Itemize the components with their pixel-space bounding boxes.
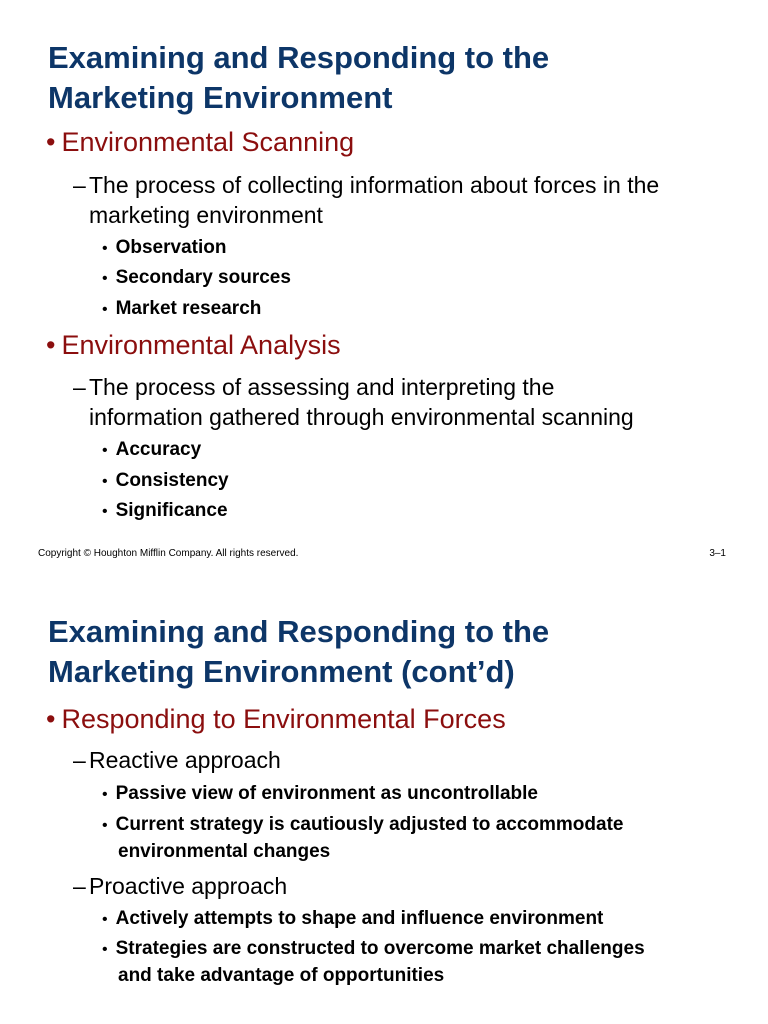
list-item: • Passive view of environment as uncontrollable — [102, 783, 538, 804]
bullet-icon: • — [102, 941, 108, 958]
title-line-1: Examining and Responding to the — [48, 614, 550, 649]
list-item: • Strategies are constructed to overcome market challenges and take advantage of opportunities — [102, 938, 645, 986]
slide-title — [48, 38, 549, 118]
bullet-icon: • — [46, 704, 56, 734]
list-item: • Market research — [102, 298, 262, 319]
page-number: 3–1 — [709, 548, 726, 559]
bullet-icon: • — [102, 817, 108, 834]
list-item: • Observation — [102, 237, 227, 258]
bullet-icon: • — [102, 301, 108, 318]
title-line-1: Examining and Responding to the — [48, 40, 550, 75]
bullet-icon: • — [102, 270, 108, 287]
list-item: • Secondary sources — [102, 267, 291, 288]
list-item: • Consistency — [102, 470, 229, 491]
bullet-icon: • — [46, 127, 56, 157]
dash-icon: – — [73, 374, 86, 400]
bullet-icon: • — [102, 911, 108, 928]
heading-responding: • Responding to Environmental Forces — [46, 704, 506, 734]
bullet-icon: • — [102, 786, 108, 803]
scanning-description: – The process of collecting information about forces in the marketing environment — [73, 172, 660, 228]
reactive-approach: – Reactive approach — [73, 747, 281, 773]
list-item: • Actively attempts to shape and influence environment — [102, 908, 604, 929]
bullet-icon: • — [46, 330, 56, 360]
slide-title — [48, 612, 549, 692]
heading-environmental-scanning: • Environmental Scanning — [46, 127, 355, 157]
dash-icon: – — [73, 172, 86, 198]
list-item: • Current strategy is cautiously adjusted to accommodate environmental changes — [102, 814, 624, 862]
slide-2 — [0, 576, 768, 1024]
proactive-approach: – Proactive approach — [73, 873, 288, 899]
copyright-text: Copyright © Houghton Mifflin Company. All rights reserved. — [38, 548, 299, 559]
analysis-description: – The process of assessing and interpreting the information gathered through environmental scanning — [73, 374, 634, 430]
title-line-2: Marketing Environment (cont’d) — [48, 654, 515, 689]
list-item: • Significance — [102, 500, 228, 521]
heading-environmental-analysis: • Environmental Analysis — [46, 330, 341, 360]
list-item: • Accuracy — [102, 439, 202, 460]
bullet-icon: • — [102, 240, 108, 257]
dash-icon: – — [73, 873, 86, 899]
dash-icon: – — [73, 747, 86, 773]
bullet-icon: • — [102, 503, 108, 520]
bullet-icon: • — [102, 473, 108, 490]
bullet-icon: • — [102, 442, 108, 459]
title-line-2: Marketing Environment — [48, 80, 393, 115]
